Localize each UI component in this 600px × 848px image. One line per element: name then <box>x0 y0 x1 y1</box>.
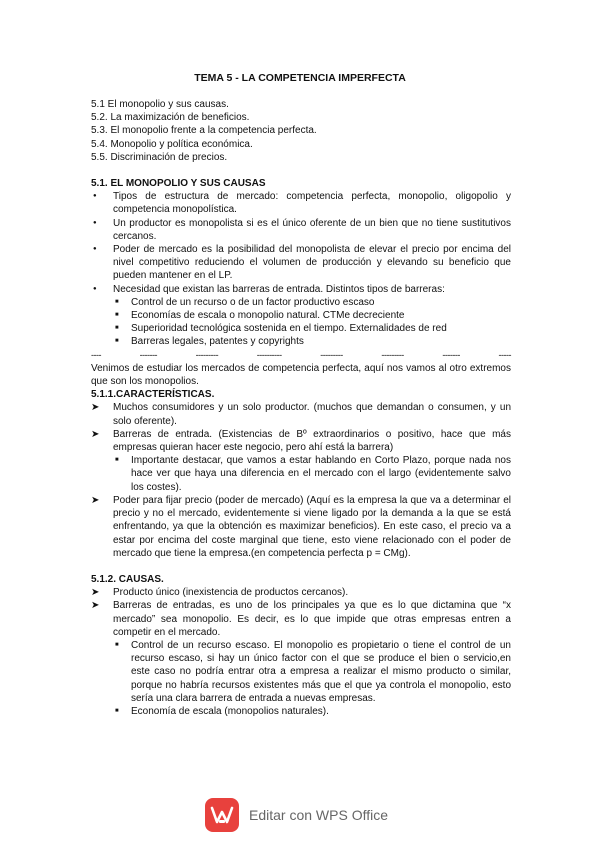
list-item: ● Un productor es monopolista si es el único oferente de un bien que no tiene sustitutivos cercanos. <box>91 217 511 243</box>
dash-segment: ---------- <box>256 349 282 360</box>
list-item: ■ Control de un recurso escaso. El monopolio es propietario o tiene el control de un recurso escaso, si hay un único factor con el que se produce el bien o servicio,en este caso no podría entrar otra a empresa a realizar el mismo producto o similar, porque no habría recursos existentes más que el que ya controla el monopolio, esto sería una clara barrera de entrada a nuevas empresas. <box>113 639 511 705</box>
section-heading: 5.1.2. CAUSAS. <box>91 573 164 585</box>
list-item: ■ Superioridad tecnológica sostenida en el tiempo. Externalidades de red <box>113 322 511 335</box>
dash-segment: --------- <box>320 349 343 360</box>
dash-segment: --------- <box>381 349 404 360</box>
list-item: ➤ Poder para fijar precio (poder de mercado) (Aquí es la empresa la que va a determinar el precio y no el mercado, evidentemente si viene ligado por la demanda a la que se está enfrentando, ya que la obtención es maximizar beneficios). En este caso, el precio va a estar por encima del coste marginal que tiene, esto viene relacionado con el poder de mercado que tiene la empresa.(en competencia perfecta p = CMg). <box>91 494 511 560</box>
list-item: ■ Importante destacar, que vamos a estar hablando en Corto Plazo, porque nada nos hace ver que haya una diferencia en el mercado con el largo (evidentemente salvo los costes). <box>113 454 511 494</box>
list-item-text: Barreras de entrada. (Existencias de Bº extraordinarios o positivo, hace que más empresas quieran hacer este negocio, pero ahí está la barrera) <box>113 428 511 454</box>
document-body <box>91 98 511 718</box>
sub-list <box>113 639 511 718</box>
dash-segment: --------- <box>195 349 219 360</box>
toc-item: 5.3. El monopolio frente a la competencia perfecta. <box>91 125 317 137</box>
section-heading: 5.1.1.CARACTERÍSTICAS. <box>91 389 215 401</box>
dash-segment: ----- <box>498 349 511 360</box>
toc-item: 5.2. La maximización de beneficios. <box>91 112 250 124</box>
dash-separator <box>91 349 511 362</box>
list-item: ■ Barreras legales, patentes y copyrights <box>113 335 511 348</box>
list-item <box>91 599 511 718</box>
list-item: ■ Control de un recurso o de un factor productivo escaso <box>113 296 511 309</box>
list-item <box>91 283 511 349</box>
list-item: ● Tipos de estructura de mercado: competencia perfecta, monopolio, oligopolio y competencia monopolística. <box>91 190 511 216</box>
paragraph: Venimos de estudiar los mercados de competencia perfecta, aquí nos vamos al otro extremos que son los monopolios. <box>91 362 511 388</box>
wps-edit-banner[interactable] <box>205 797 405 833</box>
list-item <box>91 428 511 494</box>
sub-list <box>113 454 511 494</box>
dash-segment: ---- <box>91 349 101 360</box>
toc-item: 5.1 El monopolio y sus causas. <box>91 99 229 110</box>
bullet-list <box>91 190 511 348</box>
list-item: ➤ Muchos consumidores y un solo productor. (muchos que demandan o consumen, y un solo oferente). <box>91 401 511 427</box>
toc-item: 5.5. Discriminación de precios. <box>91 151 228 163</box>
dash-segment: ------- <box>139 349 158 360</box>
dash-segment: ------- <box>442 349 460 360</box>
wps-logo-icon <box>205 798 239 832</box>
barrier-list <box>113 296 511 349</box>
arrow-list <box>91 586 511 718</box>
list-item-text: Barreras de entradas, es uno de los principales ya que es lo que dictamina que “x mercado” sea monopolio. Es decir, es lo que impide que otras empresas entren a competir en el mercado. <box>113 600 511 638</box>
wps-edit-label[interactable]: Editar con WPS Office <box>249 807 389 823</box>
list-item: ➤ Producto único (inexistencia de productos cercanos). <box>91 586 511 599</box>
document-title: TEMA 5 - LA COMPETENCIA IMPERFECTA <box>194 72 406 84</box>
list-item: ■ Economía de escala (monopolios naturales). <box>113 705 511 718</box>
arrow-list <box>91 401 511 559</box>
list-item-text: Necesidad que existan las barreras de entrada. Distintos tipos de barreras: <box>113 283 445 295</box>
toc-item: 5.4. Monopolio y política económica. <box>91 138 253 150</box>
list-item: ■ Economías de escala o monopolio natural. CTMe decreciente <box>113 309 511 322</box>
section-heading: 5.1. EL MONOPOLIO Y SUS CAUSAS <box>91 178 266 190</box>
list-item: ● Poder de mercado es la posibilidad del monopolista de elevar el precio por encima del nivel competitivo reduciendo el volumen de producción y elevando su beneficio que pueden mantener en el LP. <box>91 243 511 283</box>
table-of-contents <box>91 98 511 164</box>
